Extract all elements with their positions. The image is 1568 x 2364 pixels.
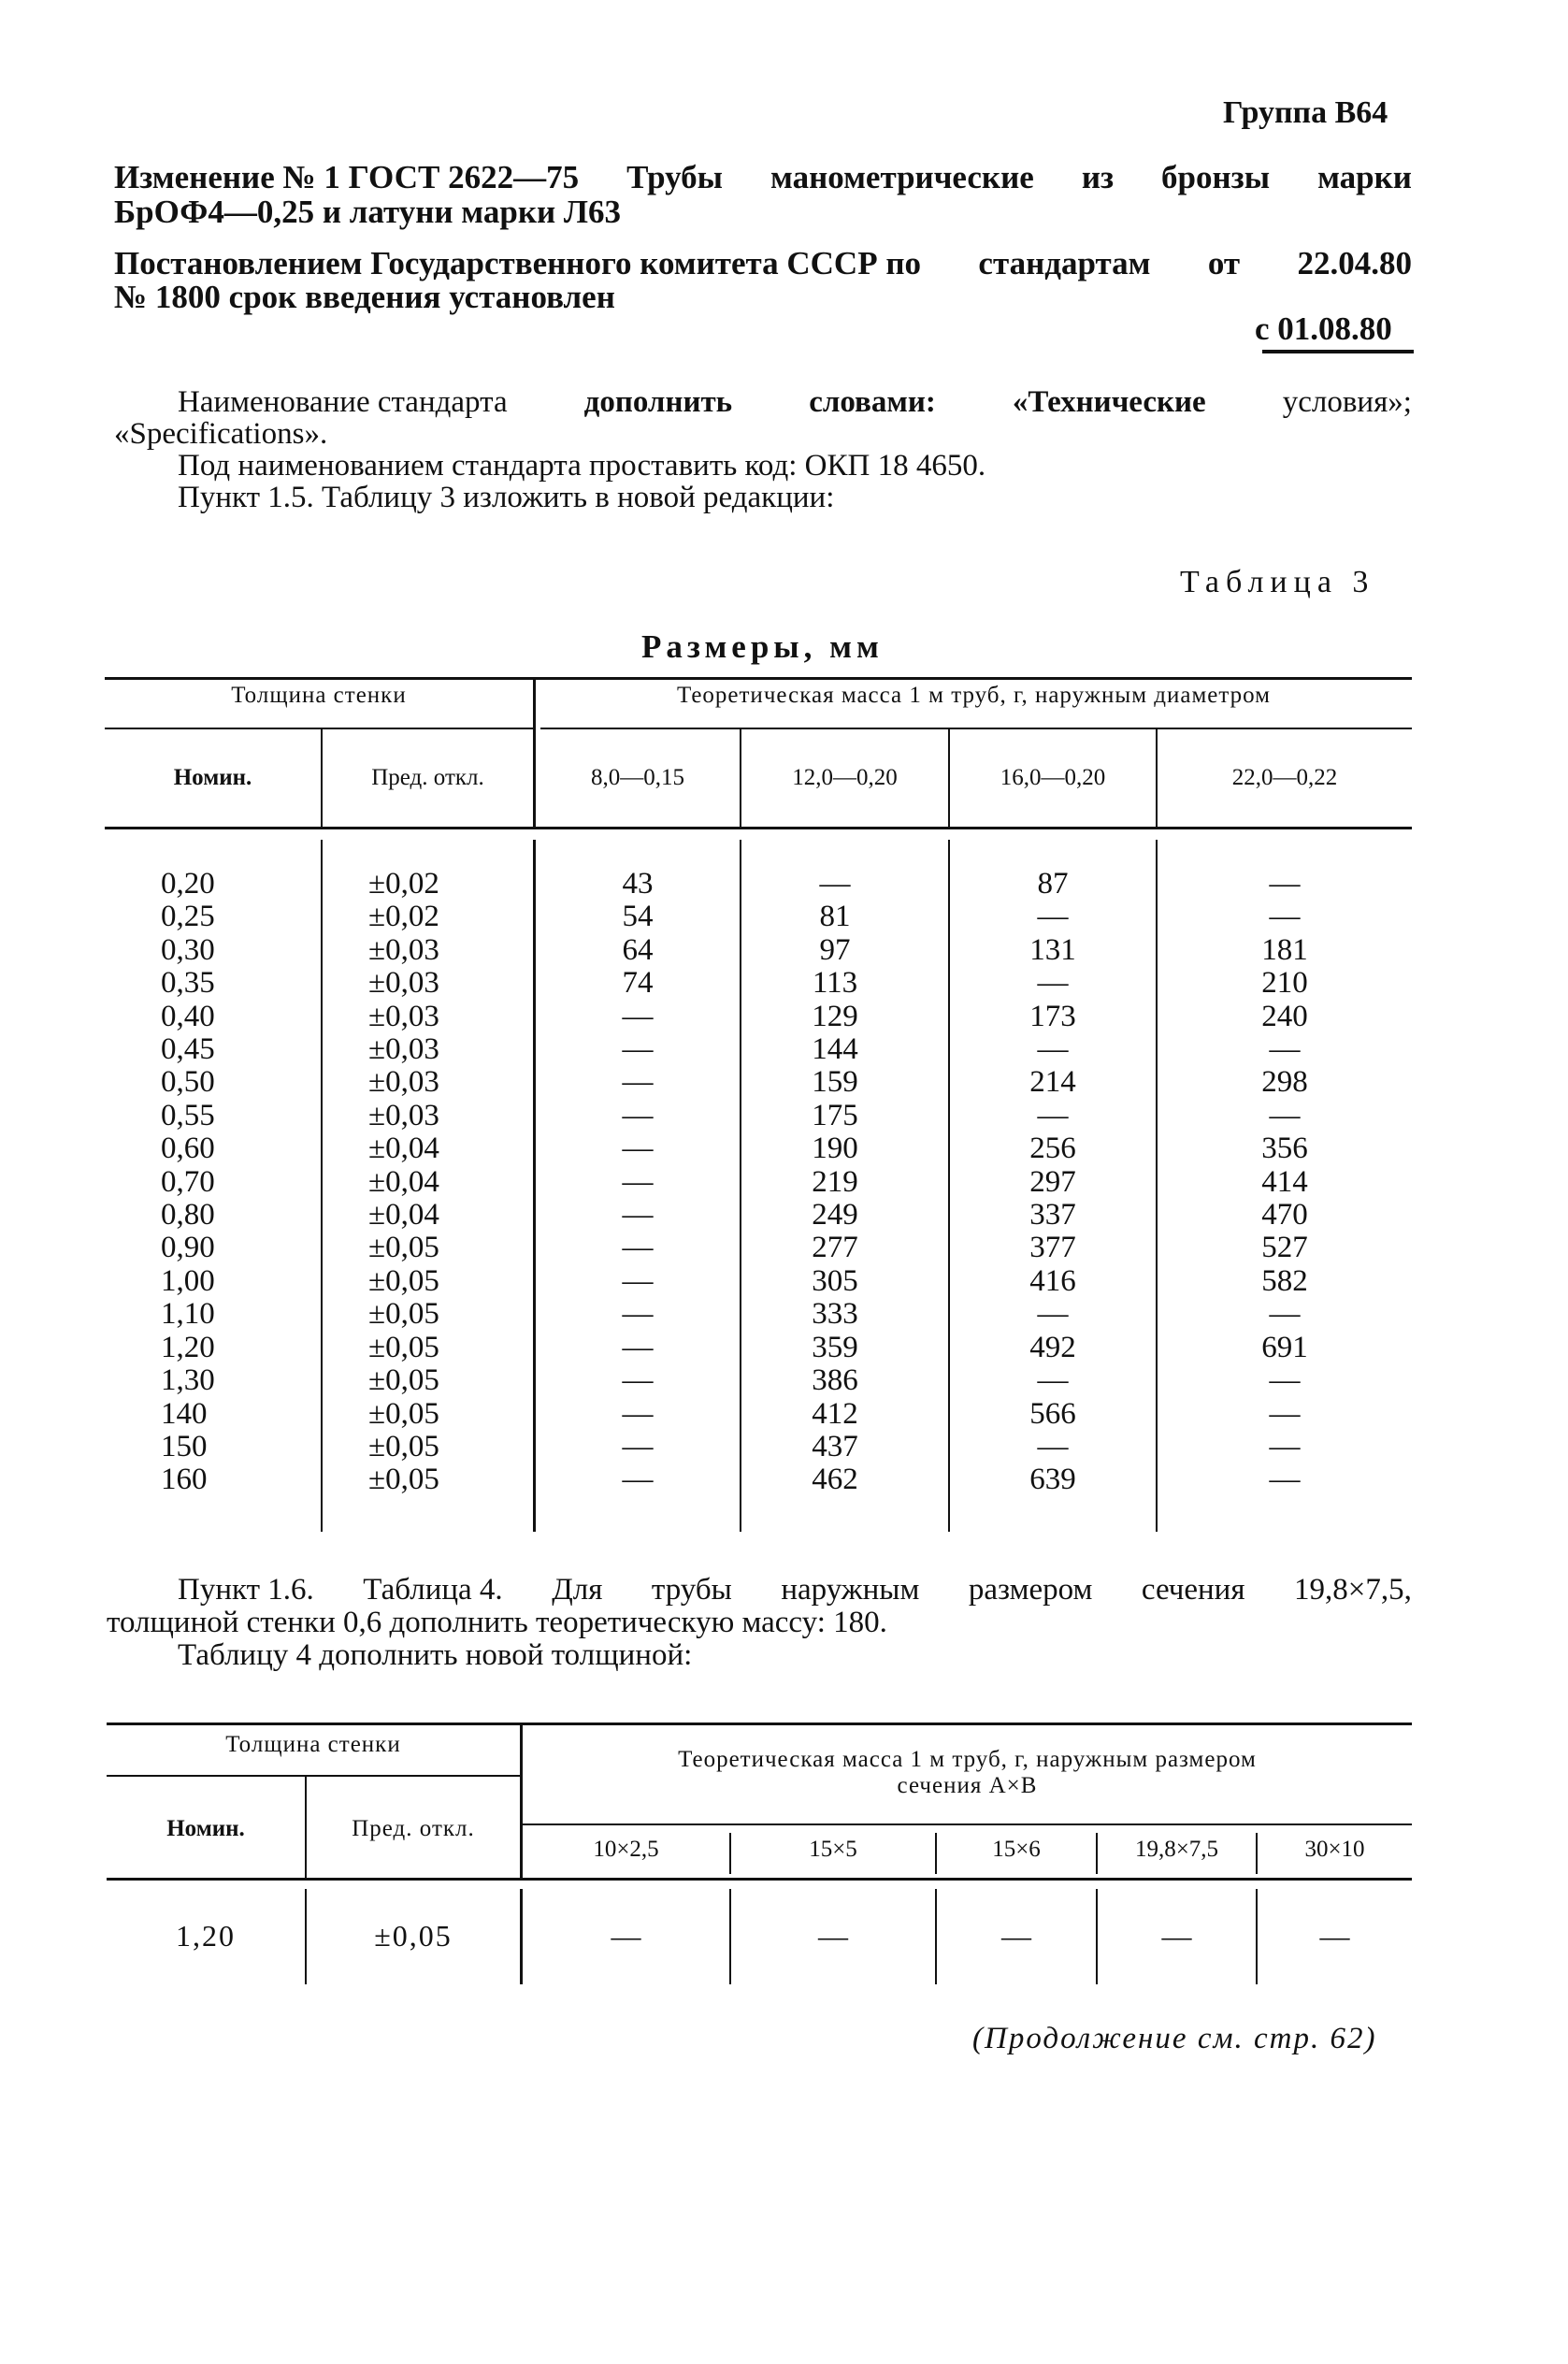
- table3-cell: —: [622, 1463, 654, 1497]
- amendment-title-line1: [114, 159, 1412, 196]
- paragraph-4-part: Для: [552, 1573, 603, 1607]
- table4-header-10x2.5: 10×2,5: [593, 1837, 659, 1862]
- table3-cell: ±0,04: [368, 1164, 439, 1199]
- table3-cell: ±0,04: [368, 1198, 439, 1232]
- table4-cell-nominal: 1,20: [176, 1919, 236, 1953]
- table3-cell: 0,70: [161, 1164, 215, 1199]
- table3-cell: —: [1037, 1098, 1069, 1132]
- table3-cell: ±0,03: [368, 999, 439, 1033]
- table3-cell: —: [1269, 900, 1301, 934]
- table3-cell: ±0,05: [368, 1396, 439, 1431]
- paragraph-4-line2: толщиной стенки 0,6 дополнить теоретическую массу: 180.: [107, 1606, 887, 1639]
- table3-col-tolerance: [368, 868, 439, 1497]
- paragraph-3: Пункт 1.5. Таблицу 3 изложить в новой редакции:: [178, 481, 835, 514]
- table3-cell: —: [1269, 1463, 1301, 1497]
- table3-cell: 333: [812, 1297, 858, 1332]
- table3-cell: 1,20: [161, 1330, 215, 1364]
- table3-cell: 0,35: [161, 966, 215, 1001]
- table3-cell: ±0,05: [368, 1330, 439, 1364]
- table3-cell: 414: [1261, 1164, 1308, 1199]
- paragraph-1-part: Наименование стандарта: [178, 385, 508, 419]
- effective-date-underline: [1262, 350, 1414, 353]
- table4-header-15x6: 15×6: [992, 1837, 1041, 1862]
- table3-cell: —: [622, 1297, 654, 1332]
- table3-cell: 691: [1261, 1330, 1308, 1364]
- table3-cell: 81: [819, 900, 851, 934]
- table3-cell: 64: [622, 932, 654, 967]
- table3-cell: 140: [161, 1396, 208, 1431]
- table3-cell: 297: [1029, 1164, 1076, 1199]
- table3-cell: —: [1269, 867, 1301, 901]
- table3-header-d16: 16,0—0,20: [1000, 765, 1106, 790]
- table3-cell: 150: [161, 1429, 208, 1463]
- table3-cell: 160: [161, 1463, 208, 1497]
- table3-header-tolerance: Пред. откл.: [371, 765, 484, 790]
- table4-group-right-line1: Теоретическая масса 1 м труб, г, наружным размером: [678, 1747, 1257, 1772]
- amendment-title-line2: БрОФ4—0,25 и латуни марки Л63: [114, 194, 622, 230]
- table3-cell: 1,30: [161, 1363, 215, 1398]
- table3-group-rule-left: [105, 728, 533, 729]
- paragraph-4-part: наружным: [781, 1573, 920, 1607]
- paragraph-1-part: условия»;: [1282, 385, 1412, 419]
- table3-vrule: [321, 840, 323, 1532]
- paragraph-4-part: Таблица 4.: [363, 1573, 503, 1607]
- amendment-title-part: марки: [1317, 159, 1412, 195]
- table3-cell: 566: [1029, 1396, 1076, 1431]
- paragraph-4-part: Пункт 1.6.: [178, 1573, 314, 1607]
- table4-header-15x5: 15×5: [809, 1837, 857, 1862]
- table3-cell: 277: [812, 1231, 858, 1265]
- table3-cell: —: [1269, 1396, 1301, 1431]
- table3-cell: 0,30: [161, 932, 215, 967]
- table3-cell: 159: [812, 1065, 858, 1100]
- table4-cell-tolerance: ±0,05: [374, 1919, 453, 1953]
- table4-group-rule-left: [107, 1775, 520, 1777]
- paragraph-1-part: дополнить: [583, 385, 733, 419]
- table3-top-rule: [105, 677, 1412, 680]
- table4-cell: —: [818, 1919, 848, 1953]
- table3-cell: —: [622, 1098, 654, 1132]
- amendment-title-part: бронзы: [1161, 159, 1271, 195]
- table3-header-d22: 22,0—0,22: [1231, 765, 1338, 790]
- table3-cell: 113: [812, 966, 858, 1001]
- table3-cell: ±0,05: [368, 1463, 439, 1497]
- table3-cell: —: [1037, 900, 1069, 934]
- table3-cell: 337: [1029, 1198, 1076, 1232]
- table3-cell: 386: [812, 1363, 858, 1398]
- table3-cell: 470: [1261, 1198, 1308, 1232]
- table3-cell: 87: [1037, 867, 1069, 901]
- paragraph-1-line2: «Specifications».: [114, 417, 328, 451]
- decree-line2: № 1800 срок введения установлен: [114, 279, 615, 315]
- table3-cell: —: [1269, 1363, 1301, 1398]
- table3-cell: 54: [622, 900, 654, 934]
- table3-cell: ±0,05: [368, 1231, 439, 1265]
- table3-cell: —: [622, 1065, 654, 1100]
- amendment-title-part: из: [1081, 159, 1115, 195]
- decree-part: стандартам: [978, 245, 1151, 281]
- table3-units: Размеры, мм: [641, 628, 884, 665]
- table3-cell: —: [1037, 1032, 1069, 1067]
- table3-header-d8: 8,0—0,15: [591, 765, 684, 790]
- effective-date: с 01.08.80: [1255, 310, 1392, 347]
- table3-header-rule: [105, 827, 1412, 829]
- paragraph-1-part: «Технические: [1012, 385, 1206, 419]
- table3-cell: 437: [812, 1429, 858, 1463]
- table3-cell: 0,45: [161, 1032, 215, 1067]
- table3-cell: ±0,03: [368, 932, 439, 967]
- table3-cell: 0,80: [161, 1198, 215, 1232]
- decree-part: от: [1207, 245, 1241, 281]
- table3-cell: 492: [1029, 1330, 1076, 1364]
- table3-cell: 175: [812, 1098, 858, 1132]
- table3-col-d16: [950, 868, 1156, 1497]
- table3-cell: 527: [1261, 1231, 1308, 1265]
- table3-cell: ±0,03: [368, 1098, 439, 1132]
- amendment-title-part: Изменение № 1 ГОСТ 2622—75: [114, 159, 580, 195]
- table3-cell: —: [622, 1032, 654, 1067]
- table3-cell: 305: [812, 1263, 858, 1298]
- table3-cell: 416: [1029, 1263, 1076, 1298]
- table4-header-tolerance: Пред. откл.: [352, 1816, 475, 1841]
- amendment-title-part: манометрические: [770, 159, 1034, 195]
- table3-cell: 181: [1261, 932, 1308, 967]
- table3-cell: 0,50: [161, 1065, 215, 1100]
- table3-cell: 144: [812, 1032, 858, 1067]
- continuation-note: (Продолжение см. стр. 62): [972, 2022, 1377, 2055]
- table4-top-rule: [107, 1723, 1412, 1725]
- table3-cell: —: [1269, 1098, 1301, 1132]
- table3-cell: 359: [812, 1330, 858, 1364]
- table3-cell: —: [622, 1164, 654, 1199]
- table3-group-rule-right: [540, 728, 1412, 729]
- table3-group-right: Теоретическая масса 1 м труб, г, наружным диаметром: [677, 683, 1271, 708]
- table3-cell: 249: [812, 1198, 858, 1232]
- table3-cell: —: [622, 1132, 654, 1166]
- table3-cell: 1,10: [161, 1297, 215, 1332]
- table3-cell: —: [819, 867, 851, 901]
- table3-col-nominal: [161, 868, 215, 1497]
- table3-cell: 214: [1029, 1065, 1076, 1100]
- table3-cell: 582: [1261, 1263, 1308, 1298]
- table3-cell: ±0,05: [368, 1363, 439, 1398]
- table3-cell: 0,25: [161, 900, 215, 934]
- table3-col-d8: [536, 868, 740, 1497]
- table4-cell: —: [1161, 1919, 1192, 1953]
- table4-cell: —: [1001, 1919, 1031, 1953]
- table3-cell: 639: [1029, 1463, 1076, 1497]
- table3-label: Таблица 3: [1180, 565, 1375, 599]
- paragraph-4-part: 19,8×7,5,: [1294, 1573, 1412, 1607]
- paragraph-4-line1: [178, 1573, 1412, 1607]
- paragraph-5: Таблицу 4 дополнить новой толщиной:: [178, 1638, 693, 1672]
- table3-header-nominal: Номин.: [173, 765, 252, 790]
- table4-header-rule: [107, 1878, 1412, 1881]
- table3-cell: ±0,02: [368, 900, 439, 934]
- paragraph-4-part: размером: [968, 1573, 1093, 1607]
- paragraph-1-line1: [178, 385, 1412, 420]
- table3-cell: ±0,03: [368, 966, 439, 1001]
- table3-cell: 219: [812, 1164, 858, 1199]
- table3-header-d12: 12,0—0,20: [792, 765, 898, 790]
- table3-cell: —: [622, 1198, 654, 1232]
- table3-cell: 190: [812, 1132, 858, 1166]
- table3-cell: ±0,03: [368, 1032, 439, 1067]
- table3-cell: 0,20: [161, 867, 215, 901]
- table3-cell: —: [1037, 1429, 1069, 1463]
- paragraph-2: Под наименованием стандарта проставить код: ОКП 18 4650.: [178, 449, 986, 483]
- table4-header-nominal: Номин.: [166, 1816, 245, 1841]
- table3-cell: 210: [1261, 966, 1308, 1001]
- table3-cell: —: [622, 999, 654, 1033]
- table3-cell: ±0,02: [368, 867, 439, 901]
- table3-cell: —: [1037, 966, 1069, 1001]
- table3-col-d12: [741, 868, 928, 1497]
- table3-cell: —: [622, 1429, 654, 1463]
- table3-cell: ±0,05: [368, 1297, 439, 1332]
- table3-col-d22: [1158, 868, 1412, 1497]
- table3-cell: 0,40: [161, 999, 215, 1033]
- table3-cell: 131: [1029, 932, 1076, 967]
- table3-cell: —: [1037, 1363, 1069, 1398]
- table3-cell: 0,90: [161, 1231, 215, 1265]
- table3-cell: 129: [812, 999, 858, 1033]
- table4-cell: —: [1319, 1919, 1350, 1953]
- table3-cell: ±0,04: [368, 1132, 439, 1166]
- table3-cell: —: [622, 1263, 654, 1298]
- paragraph-4-part: трубы: [651, 1573, 732, 1607]
- table3-cell: 74: [622, 966, 654, 1001]
- table4-subheader-rule: [520, 1823, 1412, 1825]
- table3-cell: ±0,05: [368, 1429, 439, 1463]
- table3-cell: 240: [1261, 999, 1308, 1033]
- table3-cell: ±0,05: [368, 1263, 439, 1298]
- group-code: Группа В64: [1223, 95, 1388, 130]
- table3-cell: 43: [622, 867, 654, 901]
- table3-cell: —: [1269, 1297, 1301, 1332]
- table3-cell: 356: [1261, 1132, 1308, 1166]
- table3-group-left: Толщина стенки: [231, 683, 407, 708]
- table3-cell: 0,55: [161, 1098, 215, 1132]
- decree-part: Постановлением Государственного комитета СССР по: [114, 245, 922, 281]
- table4-group-right-line2: сечения A×B: [897, 1773, 1038, 1798]
- table3-cell: 412: [812, 1396, 858, 1431]
- table3-cell: 256: [1029, 1132, 1076, 1166]
- amendment-title-part: Трубы: [626, 159, 723, 195]
- table3-cell: —: [1269, 1429, 1301, 1463]
- table3-cell: —: [622, 1396, 654, 1431]
- table3-cell: ±0,03: [368, 1065, 439, 1100]
- table3-cell: 0,60: [161, 1132, 215, 1166]
- table3-cell: —: [622, 1330, 654, 1364]
- table4-cell: —: [611, 1919, 641, 1953]
- table3-cell: 1,00: [161, 1263, 215, 1298]
- paragraph-1-part: словами:: [809, 385, 936, 419]
- decree-line1: [114, 245, 1412, 282]
- decree-part: 22.04.80: [1297, 245, 1412, 281]
- table3-cell: —: [622, 1363, 654, 1398]
- table4-header-30x10: 30×10: [1304, 1837, 1365, 1862]
- table3-cell: 377: [1029, 1231, 1076, 1265]
- table3-cell: 173: [1029, 999, 1076, 1033]
- table4-header-19.8x7.5: 19,8×7,5: [1134, 1837, 1219, 1862]
- table3-cell: 298: [1261, 1065, 1308, 1100]
- table3-cell: —: [1269, 1032, 1301, 1067]
- table3-cell: 462: [812, 1463, 858, 1497]
- paragraph-4-part: сечения: [1141, 1573, 1245, 1607]
- table3-cell: —: [622, 1231, 654, 1265]
- table3-cell: 97: [819, 932, 851, 967]
- table4-group-left: Толщина стенки: [225, 1732, 401, 1757]
- table3-cell: —: [1037, 1297, 1069, 1332]
